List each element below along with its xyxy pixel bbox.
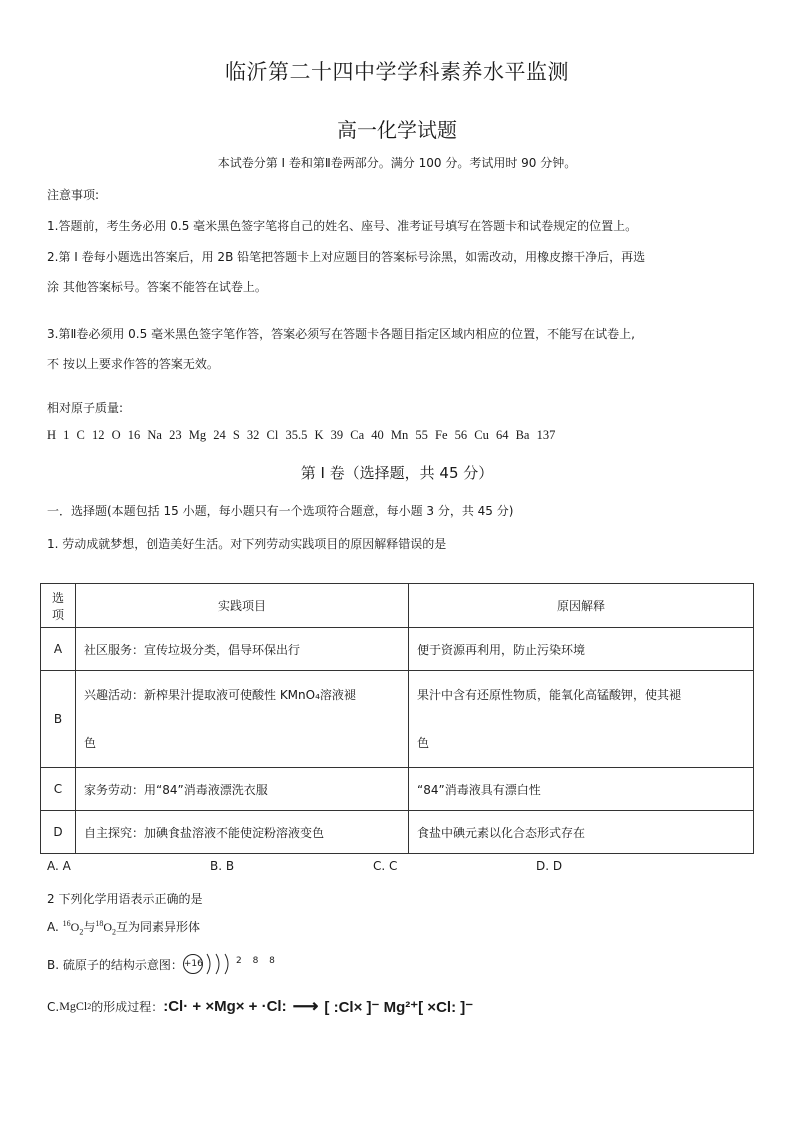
question-1-choice-a: A. A <box>47 859 71 873</box>
oxygen-symbol: O <box>103 920 112 934</box>
notice-item-3-line-1: 3.第Ⅱ卷必须用 0.5 毫米黑色签字笔作答，答案必须写在答题卡各题目指定区域内相应的位置，不能写在试卷上, <box>47 327 635 341</box>
question-1-table <box>40 583 754 854</box>
row-practice: 自主探究：加碘食盐溶液不能使淀粉溶液变色 <box>76 811 409 854</box>
row-practice-line-2: 色 <box>84 736 97 750</box>
oxygen-symbol: O <box>70 920 80 934</box>
row-reason: 食盐中碘元素以化合态形式存在 <box>409 811 754 854</box>
question-2-stem: 2 下列化学用语表示正确的是 <box>47 892 203 906</box>
table-row <box>41 628 754 671</box>
electron-shell-counts: 2 8 8 <box>236 956 279 966</box>
option-a-suffix: 互为同素异形体 <box>116 920 201 934</box>
row-reason: 便于资源再利用，防止污染环境 <box>409 628 754 671</box>
row-practice <box>76 671 409 768</box>
option-c-prefix: C. <box>47 999 60 1014</box>
sulfur-nucleus-icon: +16 <box>183 954 203 974</box>
reaction-arrow-icon: ⟶ <box>292 996 319 1016</box>
notice-item-2-line-1: 2.第 I 卷每小题选出答案后，用 2B 铅笔把答题卡上对应题目的答案标号涂黑，如需改动，用橡皮擦干净后，再选 <box>47 250 646 264</box>
exam-title: 高一化学试题 <box>337 118 457 142</box>
row-option: B <box>41 671 76 768</box>
header-practice: 实践项目 <box>76 584 409 628</box>
table-row <box>41 811 754 854</box>
atomic-mass-heading: 相对原子质量: <box>47 401 124 415</box>
row-option: C <box>41 768 76 811</box>
notice-item-1: 1.答题前，考生务必用 0.5 毫米黑色签字笔将自己的姓名、座号、准考证号填写在答题卡和试卷规定的位置上。 <box>47 219 638 233</box>
question-2-option-c <box>47 996 473 1017</box>
row-practice: 社区服务：宣传垃圾分类，倡导环保出行 <box>76 628 409 671</box>
row-option: A <box>41 628 76 671</box>
subscript-2: 2 <box>79 927 84 937</box>
row-reason <box>409 671 754 768</box>
mass-number-18: 18 <box>95 919 104 928</box>
question-1-stem: 1. 劳动成就梦想，创造美好生活。对下列劳动实践项目的原因解释错误的是 <box>47 537 447 551</box>
section-title: 第 I 卷（选择题，共 45 分） <box>300 464 494 482</box>
option-a-prefix: A. <box>47 920 63 934</box>
question-2-option-b <box>47 952 279 976</box>
subscript-2: 2 <box>112 927 116 937</box>
electron-dot-products: [ :Cl× ]⁻ Mg²⁺[ ×Cl: ]⁻ <box>324 998 474 1016</box>
option-c-suffix: 的形成过程： <box>91 1000 164 1014</box>
header-option: 选项 <box>41 584 76 628</box>
electron-shells-icon <box>205 952 235 976</box>
exam-info: 本试卷分第 I 卷和第Ⅱ卷两部分。满分 100 分。考试用时 90 分钟。 <box>217 156 577 170</box>
table-row <box>41 671 754 768</box>
option-a-connector: 与 <box>83 920 96 934</box>
row-reason-line-1: 果汁中含有还原性物质，能氧化高锰酸钾，使其褪 <box>417 688 682 702</box>
question-2-option-a <box>47 918 200 936</box>
section-instruction: 一．选择题(本题包括 15 小题，每小题只有一个选项符合题意，每小题 3 分，共 45 分) <box>47 504 514 518</box>
question-1-choice-d: D. D <box>536 859 563 873</box>
notice-item-2-line-2: 涂 其他答案标号。答案不能答在试卷上。 <box>47 280 267 294</box>
row-reason-line-2: 色 <box>417 736 430 750</box>
table-row <box>41 768 754 811</box>
table-header-row <box>41 584 754 628</box>
question-1-choice-c: C. C <box>373 859 398 873</box>
question-1-choice-b: B. B <box>210 859 235 873</box>
notice-heading: 注意事项: <box>47 188 100 202</box>
row-practice-line-1: 兴趣活动：新榨果汁提取液可使酸性 KMnO₄溶液褪 <box>84 688 356 702</box>
school-title: 临沂第二十四中学学科素养水平监测 <box>225 60 569 84</box>
option-b-text: B. 硫原子的结构示意图： <box>47 957 183 972</box>
notice-item-3-line-2: 不 按以上要求作答的答案无效。 <box>47 357 219 371</box>
mass-number-16: 16 <box>62 919 71 928</box>
header-reason: 原因解释 <box>409 584 754 628</box>
option-c-subscript: 2 <box>87 1002 92 1011</box>
row-option: D <box>41 811 76 854</box>
electron-dot-reactants: :Cl· + ×Mg× + ·Cl: <box>163 998 287 1015</box>
row-practice: 家务劳动：用“84”消毒液漂洗衣服 <box>76 768 409 811</box>
atomic-mass-values: H 1 C 12 O 16 Na 23 Mg 24 S 32 Cl 35.5 K 39 Ca 40 Mn 55 Fe 56 Cu 64 Ba 137 <box>47 428 556 442</box>
option-c-formula: MgCl <box>59 999 88 1013</box>
row-reason: “84”消毒液具有漂白性 <box>409 768 754 811</box>
